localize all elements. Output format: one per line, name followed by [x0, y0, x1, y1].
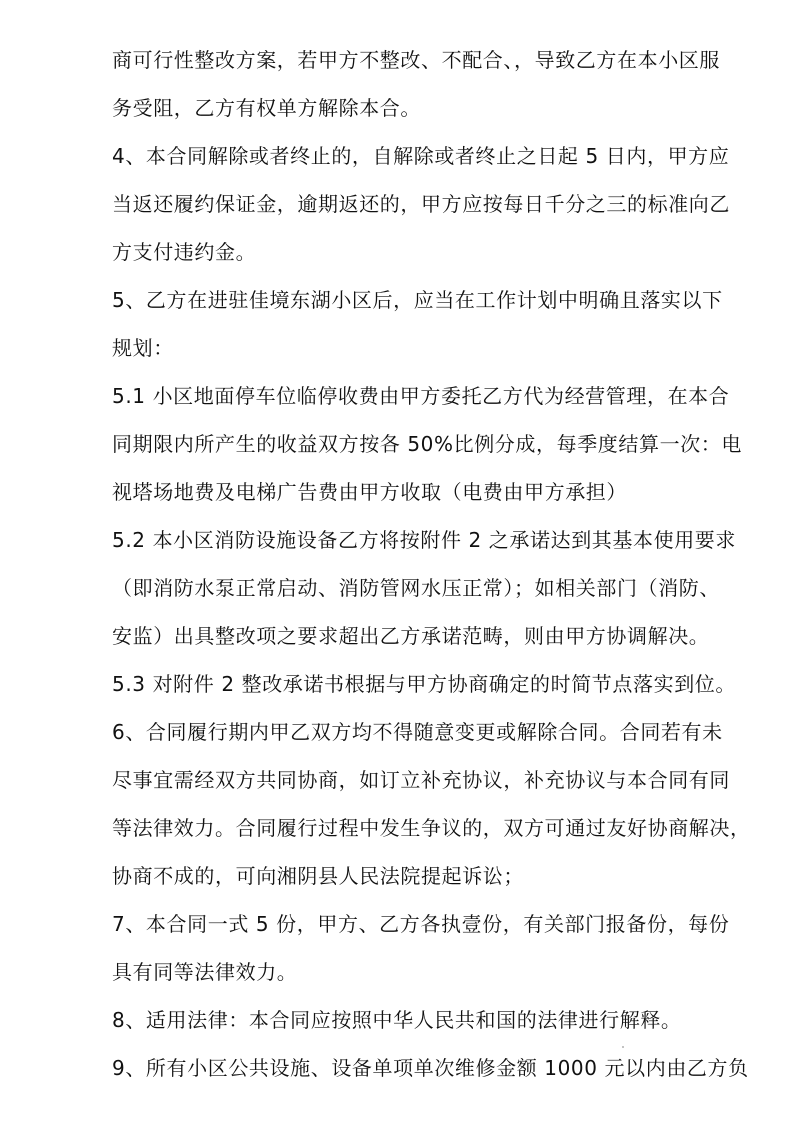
text-line: 5、乙方在进驻佳境东湖小区后，应当在工作计划中明确且落实以下: [112, 288, 723, 312]
document-body: [112, 36, 752, 1092]
text-line: 方支付违约金。: [112, 240, 257, 264]
text-line: 安监）出具整改项之要求超出乙方承诺范畴，则由甲方协调解决。: [112, 624, 710, 648]
text-line: 规划：: [112, 336, 174, 360]
text-line: 协商不成的，可向湘阴县人民法院提起诉讼；: [112, 864, 524, 888]
text-line: 商可行性整改方案，若甲方不整改、不配合、，导致乙方在本小区服: [112, 48, 720, 72]
text-line: 8、适用法律：本合同应按照中华人民共和国的法律进行解释。: [112, 1008, 682, 1032]
scan-speck: [622, 1046, 624, 1048]
text-line: 具有同等法律效力。: [112, 960, 298, 984]
text-line: 5.3 对附件 2 整改承诺书根据与甲方协商确定的时简节点落实到位。: [112, 672, 737, 696]
text-line: 同期限内所产生的收益双方按各 50%比例分成，每季度结算一次：电: [112, 432, 743, 456]
text-line: 尽事宜需经双方共同协商，如订立补充协议，补充协议与本合同有同: [112, 768, 730, 792]
text-line: 4、本合同解除或者终止的，自解除或者终止之日起 5 日内，甲方应: [112, 144, 730, 168]
text-line: 务受阻，乙方有权单方解除本合。: [112, 96, 421, 120]
text-line: 7、本合同一式 5 份，甲方、乙方各执壹份，有关部门报备份，每份: [112, 912, 730, 936]
text-line: 6、合同履行期内甲乙双方均不得随意变更或解除合同。合同若有未: [112, 720, 723, 744]
text-line: （即消防水泵正常启动、消防管网水压正常）；如相关部门（消防、: [112, 576, 720, 600]
text-line: 5.1 小区地面停车位临停收费由甲方委托乙方代为经营管理，在本合: [112, 384, 730, 408]
text-line: 5.2 本小区消防设施设备乙方将按附件 2 之承诺达到其基本使用要求: [112, 528, 737, 552]
text-line: 视塔场地费及电梯广告费由甲方收取（电费由甲方承担）: [112, 480, 627, 504]
text-line: 当返还履约保证金，逾期返还的，甲方应按每日千分之三的标准向乙: [112, 192, 730, 216]
text-line: 9、所有小区公共设施、设备单项单次维修金额 1000 元以内由乙方负: [112, 1056, 749, 1080]
text-line: 等法律效力。合同履行过程中发生争议的，双方可通过友好协商解决，: [112, 816, 751, 840]
